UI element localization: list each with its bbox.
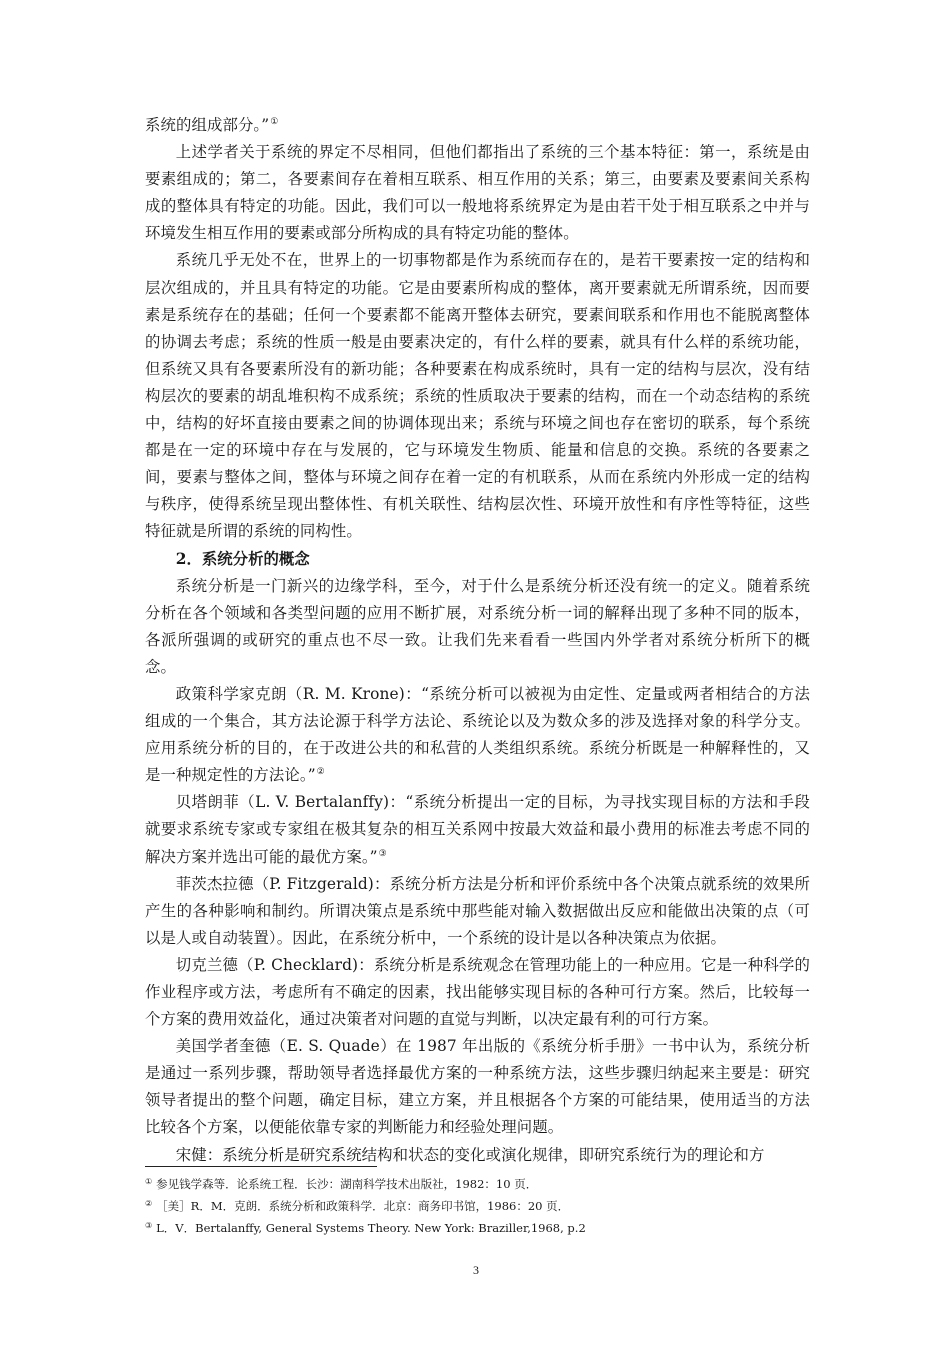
- footnote-1: [145, 1172, 810, 1194]
- footnote-ref-2: ②: [316, 767, 325, 778]
- section-heading: 2．系统分析的概念: [175, 549, 310, 568]
- paragraph-5-text: 贝塔朗菲（L. V. Bertalanffy)：“系统分析提出一定的目标，为寻找实现目标的方法和手段就要求系统专家或专家组在极其复杂的相互关系网中按最大效益和最小费用的标准去考虑不同的解决方案并选出可能的最优方案。”: [145, 793, 810, 866]
- footnote-divider: [145, 1166, 377, 1167]
- paragraph-2: 系统几乎无处不在，世界上的一切事物都是作为系统而存在的，是若干要素按一定的结构和层次组成的，并且具有特定的功能。它是由要素所构成的整体，离开要素就无所谓系统，因而要素是系统存在的基础；任何一个要素都不能离开整体去研究，要素间联系和作用也不能脱离整体的协调去考虑；系统的性质一般是由要素决定的，有什么样的要素，就具有什么样的系统功能，但系统又具有各要素所没有的新功能；各种要素在构成系统时，具有一定的结构与层次，没有结构层次的要素的胡乱堆积构不成系统；系统的性质取决于要素的结构，而在一个动态结构的系统中，结构的好坏直接由要素之间的协调体现出来；系统与环境之间也存在密切的联系，每个系统都是在一定的环境中存在与发展的，它与环境发生物质、能量和信息的交换。系统的各要素之间，要素与整体之间，整体与环境之间存在着一定的有机联系，从而在系统内外形成一定的结构与秩序，使得系统呈现出整体性、有机关联性、结构层次性、环境开放性和有序性等特征，这些特征就是所谓的系统的同构性。: [145, 251, 810, 541]
- paragraph-4-text: 政策科学家克朗（R. M. Krone)：“系统分析可以被视为由定性、定量或两者相结合的方法组成的一个集合，其方法论源于科学方法论、系统论以及为数众多的涉及选择对象的科学分支。应用系统分析的目的，在于改进公共的和私营的人类组织系统。系统分析既是一种解释性的，又是一种规定性的方法论。”: [145, 684, 810, 785]
- footnote-3-mark: ③: [145, 1221, 153, 1230]
- footnote-2-text: ［美］R．M．克朗．系统分析和政策科学．北京：商务印书馆，1986：20 页．: [156, 1199, 570, 1213]
- page-number: 3: [473, 1263, 479, 1277]
- paragraph-0: [145, 112, 810, 139]
- page-body: [145, 112, 810, 1169]
- paragraph-0-text: 系统的组成部分。”: [145, 116, 270, 134]
- paragraph-6: 菲茨杰拉德（P. Fitzgerald)：系统分析方法是分析和评价系统中各个决策点就系统的效果所产生的各种影响和制约。所谓决策点是系统中那些能对输入数据做出反应和能做出决策的点（可以是人或自动装置）。因此，在系统分析中，一个系统的设计是以各种决策点为依据。: [145, 874, 810, 947]
- paragraph-4: [145, 681, 810, 789]
- paragraph-5: [145, 789, 810, 870]
- footnote-ref-1: ①: [270, 117, 279, 127]
- paragraph-9: 宋健：系统分析是研究系统结构和状态的变化或演化规律，即研究系统行为的理论和方: [175, 1145, 765, 1164]
- footnote-2: [145, 1194, 810, 1216]
- footnote-ref-3: ③: [378, 848, 387, 859]
- paragraph-3: 系统分析是一门新兴的边缘学科，至今，对于什么是系统分析还没有统一的定义。随着系统分析在各个领域和各类型问题的应用不断扩展，对系统分析一词的解释出现了多种不同的版本，各派所强调的或研究的重点也不尽一致。让我们先来看看一些国内外学者对系统分析所下的概念。: [145, 576, 810, 676]
- footnote-3: [145, 1216, 810, 1238]
- footnote-1-text: 参见钱学森等．论系统工程．长沙：湖南科学技术出版社，1982：10 页．: [156, 1177, 538, 1191]
- footnote-1-mark: ①: [145, 1177, 153, 1186]
- footnotes: [145, 1172, 810, 1238]
- footnote-2-mark: ②: [145, 1199, 153, 1208]
- paragraph-8: 美国学者奎德（E. S. Quade）在 1987 年出版的《系统分析手册》一书中认为，系统分析是通过一系列步骤，帮助领导者选择最优方案的一种系统方法，这些步骤归纳起来主要是：研究领导者提出的整个问题，确定目标，建立方案，并且根据各个方案的可能结果，使用适当的方法比较各个方案，以便能依靠专家的判断能力和经验处理问题。: [145, 1037, 810, 1137]
- paragraph-1: 上述学者关于系统的界定不尽相同，但他们都指出了系统的三个基本特征：第一，系统是由要素组成的；第二，各要素间存在着相互联系、相互作用的关系；第三，由要素及要素间关系构成的整体具有特定的功能。因此，我们可以一般地将系统界定为是由若干处于相互联系之中并与环境发生相互作用的要素或部分所构成的具有特定功能的整体。: [145, 143, 810, 243]
- footnote-3-text: L．V．Bertalanffy, General Systems Theory. New York: Braziller,1968, p.2: [156, 1221, 586, 1235]
- paragraph-7: 切克兰德（P. Checklard)：系统分析是系统观念在管理功能上的一种应用。它是一种科学的作业程序或方法，考虑所有不确定的因素，找出能够实现目标的各种可行方案。然后，比较每一个方案的费用效益化，通过决策者对问题的直觉与判断，以决定最有利的可行方案。: [145, 955, 810, 1029]
